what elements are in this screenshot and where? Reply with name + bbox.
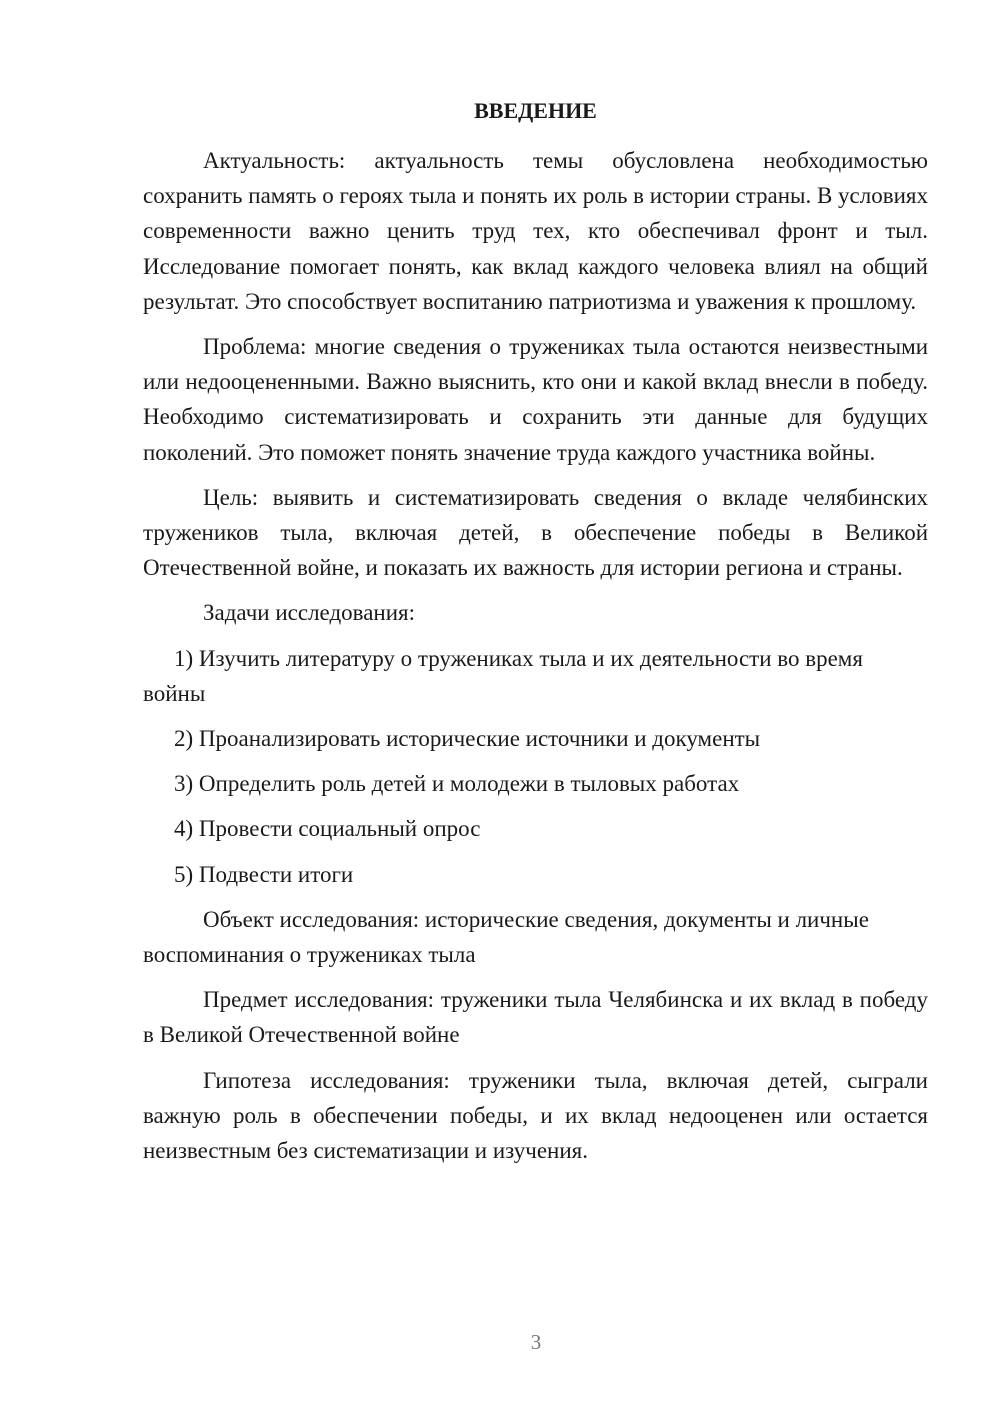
goal-paragraph: Цель: выявить и систематизировать сведения о вкладе челябинских тружеников тыла, включая детей, в обеспечение победы в Великой Отечественной войне, и показать их важность для истории региона и страны. — [143, 484, 928, 581]
hypothesis-paragraph: Гипотеза исследования: труженики тыла, включая детей, сыграли важную роль в обеспечении победы, и их вклад недооценен или остается неизвестным без систематизации и изучения. — [143, 1067, 928, 1164]
list-item: 5) Подвести итоги — [174, 861, 354, 887]
page-title: ВВЕДЕНИЕ — [474, 98, 597, 123]
page-content — [143, 93, 928, 1178]
tasks-heading: Задачи исследования: — [203, 600, 416, 626]
problem-paragraph: Проблема: многие сведения о тружениках тыла остаются неизвестными или недооцененными. Важно выяснить, кто они и какой вклад внесли в победу. Необходимо систематизировать и сохранить эти данные для будущих поколений. Это поможет понять значение труда каждого участника войны. — [143, 334, 928, 465]
list-item: 1) Изучить литературу о тружениках тыла и их деятельности во время войны — [143, 645, 863, 706]
subject-paragraph: Предмет исследования: труженики тыла Челябинска и их вклад в победу в Великой Отечественной войне — [143, 987, 928, 1048]
page-number: 3 — [530, 1330, 542, 1354]
relevance-paragraph: Актуальность: актуальность темы обусловлена необходимостью сохранить память о героях тыла и понять их роль в истории страны. В условиях современности важно ценить труд тех, кто обеспечивал фронт и тыл. Исследование помогает понять, как вклад каждого человека влиял на общий результат. Это способствует воспитанию патриотизма и уважения к прошлому. — [143, 148, 928, 314]
list-item: 3) Определить роль детей и молодежи в тыловых работах — [174, 771, 740, 797]
list-item: 4) Провести социальный опрос — [174, 816, 481, 842]
tasks-list — [143, 641, 928, 892]
object-paragraph: Объект исследования: исторические сведения, документы и личные воспоминания о тружениках тыла — [143, 906, 869, 968]
list-item: 2) Проанализировать исторические источники и документы — [174, 726, 761, 752]
